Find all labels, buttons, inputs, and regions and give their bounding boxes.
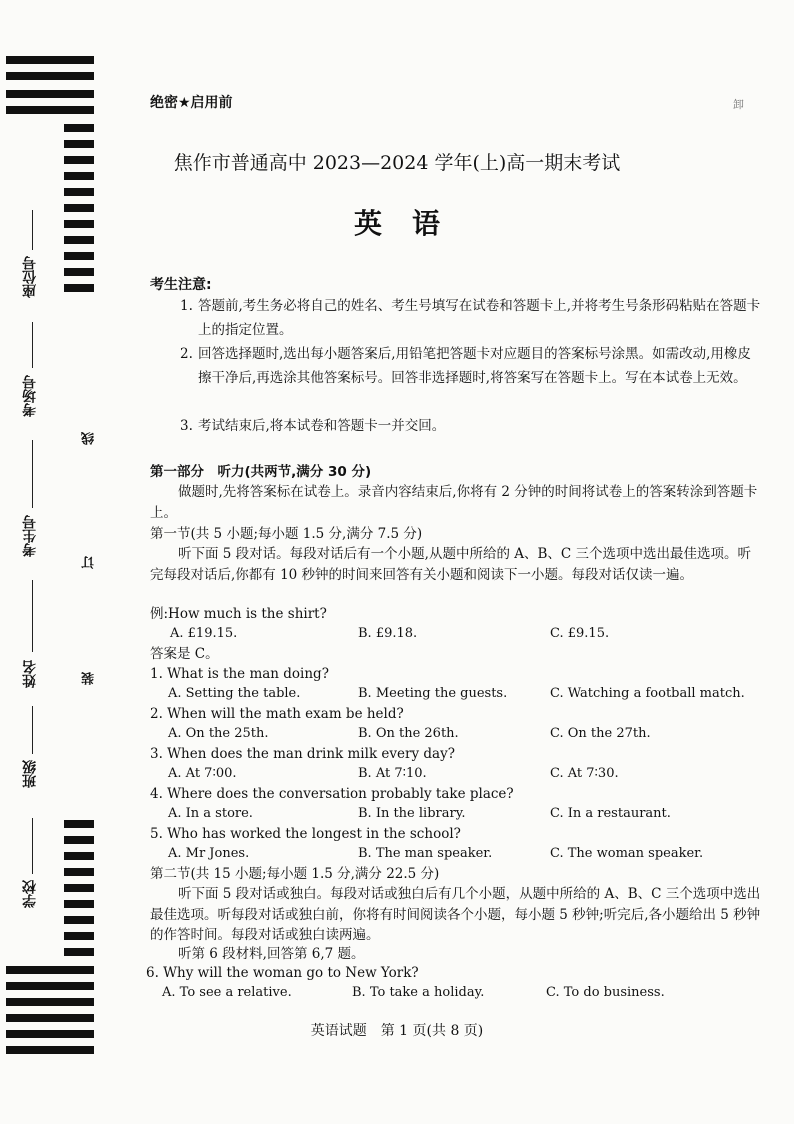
question-4: 4. Where does the conversation probably take place?: [150, 786, 514, 802]
question-4-option-c: C. In a restaurant.: [550, 806, 671, 821]
question-2-option-a: A. On the 25th.: [168, 726, 269, 741]
school-blank: [32, 818, 33, 874]
question-1: 1. What is the man doing?: [150, 666, 329, 682]
question-4-option-b: B. In the library.: [358, 806, 466, 821]
question-3-option-b: B. At 7∶10.: [358, 766, 427, 781]
part1-intro: 做题时,先将答案标在试卷上。录音内容结束后,你将有 2 分钟的时间将试卷上的答案转涂到答题卡上。: [150, 484, 758, 521]
notice-item-number: 2.: [180, 346, 193, 362]
example-answer: 答案是 C。: [150, 646, 219, 662]
page-footer: 英语试题 第 1 页(共 8 页): [310, 1023, 484, 1039]
binding-mark-line: 线: [82, 432, 97, 445]
notice-heading: 考生注意:: [150, 277, 212, 293]
question-1-option-a: A. Setting the table.: [168, 686, 301, 701]
section2-instructions: 听下面 5 段对话或独白。每段对话或独白后有几个小题，从题中所给的 A、B、C 三个选项中选出最佳选项。听每段对话或独白前，你将有时间阅读各个小题，每小题 5 秒钟;听完后,各小题给出 5 秒钟的作答时间。每段对话或独白读两遍。: [150, 886, 761, 943]
notice-item-number: 3.: [180, 418, 193, 434]
name-label: 姓名: [22, 660, 38, 688]
material-6-note: 听第 6 段材料,回答第 6,7 题。: [178, 946, 365, 962]
section2-title: 第二节(共 15 小题;每小题 1.5 分,满分 22.5 分): [150, 866, 440, 882]
example-question: 例:How much is the shirt?: [150, 606, 327, 622]
class-blank: [32, 706, 33, 754]
part1-title: 第一部分 听力(共两节,满分 30 分): [150, 464, 372, 480]
student-number-label: 考生号: [22, 515, 38, 557]
name-blank: [32, 580, 33, 652]
question-5-option-a: A. Mr Jones.: [168, 846, 250, 861]
seat-number-label: 座位号: [22, 256, 38, 298]
corner-scan-text: 卸: [733, 98, 744, 111]
question-6-option-c: C. To do business.: [546, 985, 665, 1000]
question-1-option-b: B. Meeting the guests.: [358, 686, 508, 701]
notice-item-text: 考试结束后,将本试卷和答题卡一并交回。: [198, 418, 446, 434]
confidential-mark: 绝密★启用前: [150, 95, 233, 111]
binding-mark-staple: 订: [82, 556, 97, 569]
binding-mark-bind: 装: [82, 672, 97, 685]
notice-item-number: 1.: [180, 298, 193, 314]
notice-item-text: 答题前,考生务必将自己的姓名、考生号填写在试卷和答题卡上,并将考生号条形码粘贴在答题卡上的指定位置。: [198, 298, 761, 338]
question-2: 2. When will the math exam be held?: [150, 706, 404, 722]
section1-instructions: 听下面 5 段对话。每段对话后有一个小题,从题中所给的 A、B、C 三个选项中选出最佳选项。听完每段对话后,你都有 10 秒钟的时间来回答有关小题和阅读下一小题。每段对话仅读一遍。: [150, 546, 752, 583]
question-6: 6. Why will the woman go to New York?: [146, 965, 419, 981]
question-5-option-c: C. The woman speaker.: [550, 846, 704, 861]
section1-title: 第一节(共 5 小题;每小题 1.5 分,满分 7.5 分): [150, 526, 423, 542]
notice-item-3: [180, 414, 762, 438]
exam-room-label: 考场号: [22, 375, 38, 417]
school-label: 学校: [22, 880, 38, 908]
class-label: 班级: [22, 760, 38, 788]
notice-item-2: [180, 342, 762, 390]
question-3-option-c: C. At 7∶30.: [550, 766, 619, 781]
question-3: 3. When does the man drink milk every day?: [150, 746, 455, 762]
exam-title: 焦作市普通高中 2023—2024 学年(上)高一期末考试: [173, 152, 621, 174]
question-3-option-a: A. At 7∶00.: [168, 766, 237, 781]
example-option-a: A. £19.15.: [170, 626, 238, 641]
student-number-blank: [32, 440, 33, 508]
question-6-option-a: A. To see a relative.: [162, 985, 292, 1000]
question-5-option-b: B. The man speaker.: [358, 846, 493, 861]
notice-item-text: 回答选择题时,选出每小题答案后,用铅笔把答题卡对应题目的答案标号涂黑。如需改动,用橡皮擦干净后,再选涂其他答案标号。回答非选择题时,将答案写在答题卡上。写在本试卷上无效。: [198, 346, 751, 386]
exam-room-blank: [32, 322, 33, 368]
notice-item-1: [180, 294, 762, 342]
question-2-option-b: B. On the 26th.: [358, 726, 459, 741]
question-1-option-c: C. Watching a football match.: [550, 686, 745, 701]
question-5: 5. Who has worked the longest in the school?: [150, 826, 461, 842]
question-6-option-b: B. To take a holiday.: [352, 985, 485, 1000]
question-2-option-c: C. On the 27th.: [550, 726, 651, 741]
subject-title: 英语: [353, 207, 470, 240]
question-4-option-a: A. In a store.: [168, 806, 253, 821]
example-option-c: C. £9.15.: [550, 626, 610, 641]
example-option-b: B. £9.18.: [358, 626, 418, 641]
